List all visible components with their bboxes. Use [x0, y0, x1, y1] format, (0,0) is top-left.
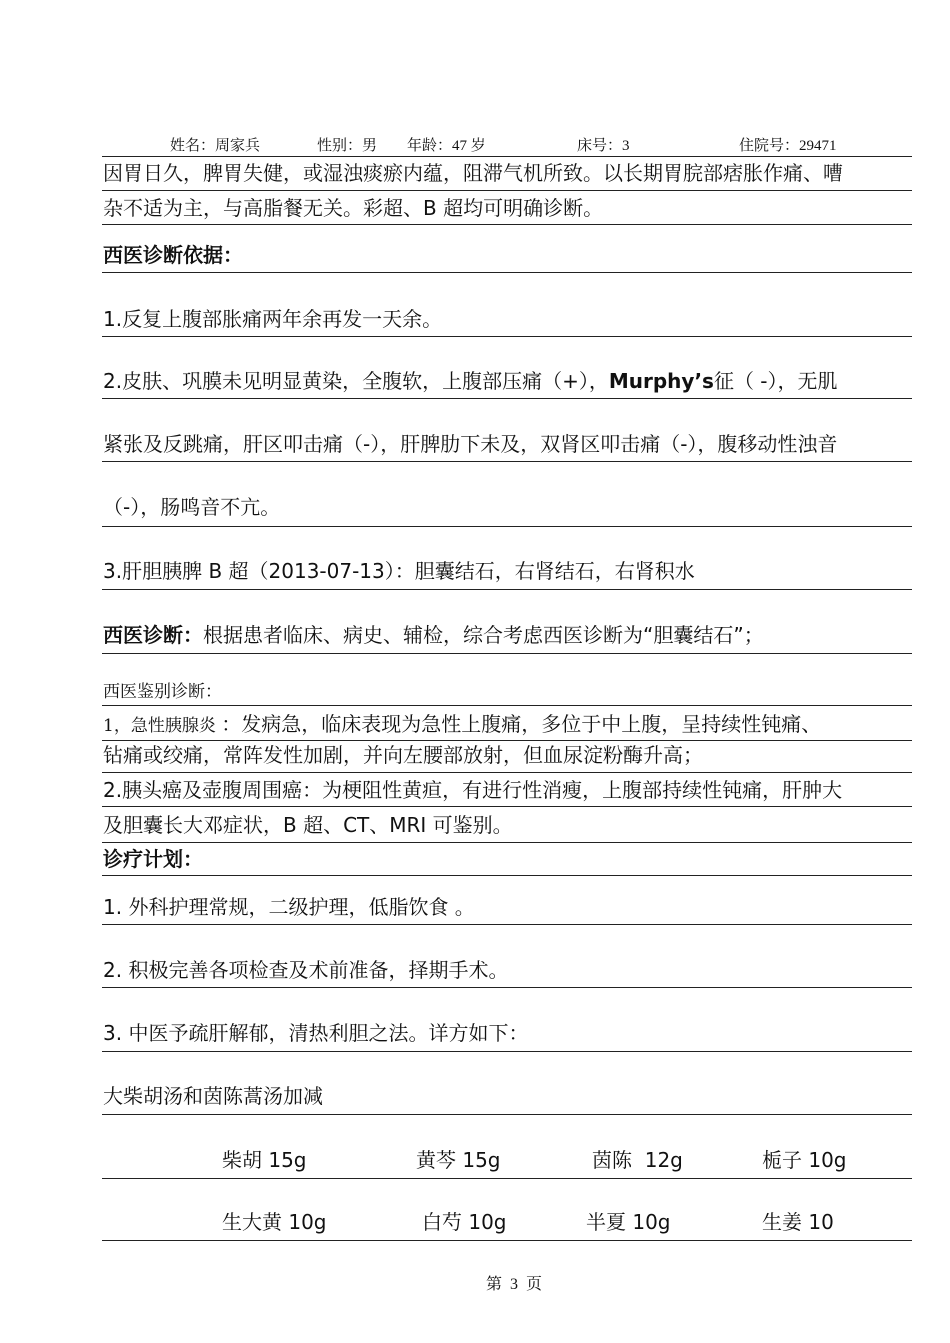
herb-item: 柴胡 15g [222, 1148, 307, 1172]
rule [102, 653, 912, 654]
differential-title: 西医鉴别诊断： [103, 682, 222, 702]
basis-item-3: 3.肝胆胰脾 B 超（2013-07-13）：胆囊结石，右肾结石，右肾积水 [103, 559, 695, 583]
rule [102, 526, 912, 527]
rule [102, 987, 912, 988]
rule [102, 190, 912, 191]
herb-item: 栀子 10g [762, 1148, 847, 1172]
basis-item-2-line-3: （-），肠鸣音不亢。 [103, 495, 281, 519]
rule [102, 875, 912, 876]
intro-line-1: 因胃日久，脾胃失健，或湿浊痰瘀内蕴，阻滞气机所致。以长期胃脘部痞胀作痛、嘈 [103, 161, 843, 185]
plan-title: 诊疗计划： [103, 847, 203, 871]
differential-item-1-line-2: 钻痛或绞痛，常阵发性加剧，并向左腰部放射，但血尿淀粉酶升高； [103, 743, 703, 767]
rule [102, 398, 912, 399]
page-number: 3 [510, 1276, 518, 1293]
rule [102, 336, 912, 337]
formula-name: 大柴胡汤和茵陈蒿汤加减 [103, 1084, 323, 1108]
herb-item: 茵陈 12g [592, 1148, 683, 1172]
rule [102, 1114, 912, 1115]
herb-item: 白芍 10g [422, 1210, 507, 1234]
rule [102, 156, 912, 157]
admission-number: 住院号：29471 [739, 138, 837, 154]
differential-item-1 [103, 711, 821, 739]
differential-item-1-text: ：发病急，临床表现为急性上腹痛，多位于中上腹，呈持续性钝痛、 [221, 712, 822, 736]
differential-item-2-line-2: 及胆囊长大邓症状，B 超、CT、MRI 可鉴别。 [103, 813, 513, 837]
rule [102, 224, 912, 225]
page-prefix: 第 [485, 1276, 502, 1293]
differential-item-1-prefix: 1，急性胰腺炎 [103, 716, 222, 736]
diagnosis-label: 西医诊断： [103, 623, 203, 647]
plan-item-3: 3. 中医予疏肝解郁，清热利胆之法。详方如下： [103, 1021, 529, 1045]
basis-item-2-part-b: 征（ -），无肌 [713, 369, 838, 393]
plan-item-2: 2. 积极完善各项检查及术前准备，择期手术。 [103, 958, 509, 982]
rule [102, 1051, 912, 1052]
plan-item-1: 1. 外科护理常规，二级护理，低脂饮食 。 [103, 895, 475, 919]
differential-item-2-line-1: 2.胰头癌及壶腹周围癌：为梗阻性黄疸，有进行性消瘦，上腹部持续性钝痛，肝肿大 [103, 778, 843, 802]
murphy-sign: Murphy’s [608, 369, 714, 393]
page-footer [0, 1271, 950, 1294]
rule [102, 461, 912, 462]
basis-item-2-line-2: 紧张及反跳痛，肝区叩击痛（-），肝脾肋下未及，双肾区叩击痛（-），腹移动性浊音 [103, 432, 838, 456]
herb-item: 生大黄 10g [222, 1210, 327, 1234]
basis-item-2-part-a: 2.皮肤、巩膜未见明显黄染，全腹软，上腹部压痛（+）， [103, 369, 609, 393]
basis-title: 西医诊断依据： [103, 243, 243, 267]
herb-item: 黄芩 15g [416, 1148, 501, 1172]
herb-item: 生姜 10 [762, 1210, 834, 1234]
rule [102, 806, 912, 807]
rule [102, 924, 912, 925]
intro-line-2: 杂不适为主，与高脂餐无关。彩超、B 超均可明确诊断。 [103, 196, 604, 220]
basis-item-2 [103, 368, 838, 394]
page-suffix: 页 [526, 1276, 543, 1293]
rule [102, 772, 912, 773]
rule [102, 1240, 912, 1241]
rule [102, 705, 912, 706]
rule [102, 1178, 912, 1179]
diagnosis [103, 622, 764, 648]
bed-number: 床号：3 [577, 138, 630, 154]
patient-name: 姓名：周家兵 [170, 138, 261, 154]
rule [102, 589, 912, 590]
herb-item: 半夏 10g [586, 1210, 671, 1234]
rule [102, 842, 912, 843]
rule [102, 740, 912, 741]
diagnosis-text: 根据患者临床、病史、辅检，综合考虑西医诊断为“胆囊结石”； [203, 623, 764, 647]
patient-gender: 性别：男 [317, 138, 378, 154]
basis-item-1: 1.反复上腹部胀痛两年余再发一天余。 [103, 307, 443, 331]
rule [102, 272, 912, 273]
patient-age: 年龄：47 岁 [407, 138, 486, 154]
